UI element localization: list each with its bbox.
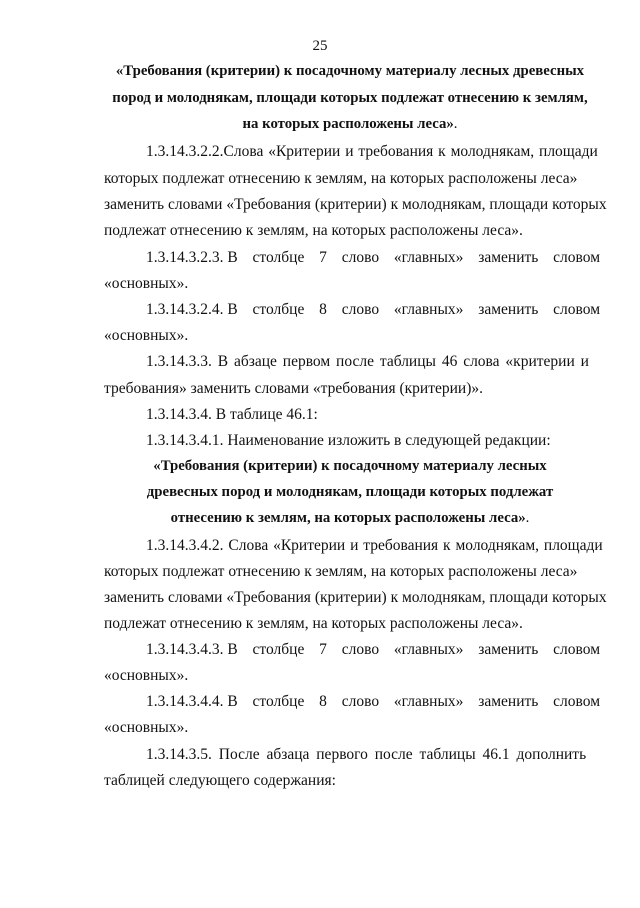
paragraph-10-line-1: 1.3.14.3.5. После абзаца первого после таблицы 46.1 дополнить bbox=[146, 746, 587, 763]
heading-2-line-1: «Требования (критерии) к посадочному материалу лесных bbox=[153, 458, 547, 474]
heading-1-line-2: пород и молоднякам, площади которых подлежат отнесению к землям, bbox=[112, 90, 588, 106]
paragraph-2-line-1: 1.3.14.3.2.3. В столбце 7 слово «главных» заменить словом bbox=[146, 249, 600, 266]
heading-2-line-2: древесных пород и молоднякам, площади которых подлежат bbox=[146, 484, 554, 500]
paragraph-3-line-1: 1.3.14.3.2.4. В столбце 8 слово «главных» заменить словом bbox=[146, 301, 600, 318]
paragraph-8-line-2: «основных». bbox=[104, 667, 189, 684]
paragraph-6: 1.3.14.3.4.1. Наименование изложить в следующей редакции: bbox=[146, 432, 551, 449]
heading-1-line-1: «Требования (критерии) к посадочному материалу лесных древесных bbox=[115, 63, 585, 79]
paragraph-4-line-1: 1.3.14.3.3. В абзаце первом после таблицы 46 слова «критерии и bbox=[146, 353, 589, 370]
paragraph-2-line-2: «основных». bbox=[104, 275, 189, 292]
paragraph-1-line-2: которых подлежат отнесению к землям, на которых расположены леса» bbox=[104, 170, 578, 187]
heading-2-line-3: отнесению к землям, на которых расположены леса». bbox=[170, 510, 530, 526]
paragraph-1-line-1: 1.3.14.3.2.2.Слова «Критерии и требования к молоднякам, площади bbox=[146, 143, 598, 160]
paragraph-9-line-2: «основных». bbox=[104, 719, 189, 736]
paragraph-10-line-2: таблицей следующего содержания: bbox=[104, 772, 336, 789]
paragraph-8-line-1: 1.3.14.3.4.3. В столбце 7 слово «главных» заменить словом bbox=[146, 641, 600, 658]
paragraph-9-line-1: 1.3.14.3.4.4. В столбце 8 слово «главных» заменить словом bbox=[146, 693, 600, 710]
paragraph-7-line-1: 1.3.14.3.4.2. Слова «Критерии и требования к молоднякам, площади bbox=[146, 537, 603, 554]
page-number: 25 bbox=[312, 38, 328, 54]
paragraph-3-line-2: «основных». bbox=[104, 327, 189, 344]
paragraph-1-line-4: подлежат отнесению к землям, на которых расположены леса». bbox=[104, 222, 523, 239]
paragraph-7-line-2: которых подлежат отнесению к землям, на которых расположены леса» bbox=[104, 563, 578, 580]
paragraph-1-line-3: заменить словами «Требования (критерии) к молоднякам, площади которых bbox=[104, 196, 607, 213]
paragraph-5: 1.3.14.3.4. В таблице 46.1: bbox=[146, 406, 318, 423]
paragraph-7-line-4: подлежат отнесению к землям, на которых расположены леса». bbox=[104, 615, 523, 632]
paragraph-4-line-2: требования» заменить словами «требования (критерии)». bbox=[104, 380, 483, 397]
paragraph-7-line-3: заменить словами «Требования (критерии) к молоднякам, площади которых bbox=[104, 589, 607, 606]
heading-1-line-3: на которых расположены леса». bbox=[242, 116, 458, 132]
